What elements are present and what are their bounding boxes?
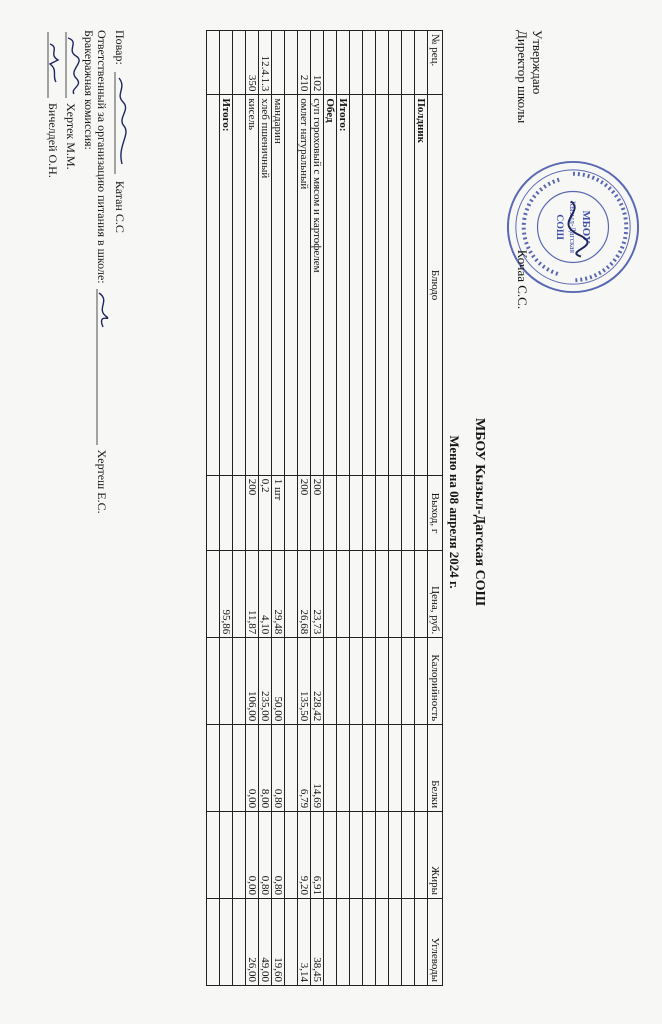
cell-rec [272, 31, 285, 95]
stamp-text-2: Кызыл-Дагская [568, 201, 578, 253]
col-dish: Блюдо [428, 95, 443, 475]
cell-kcal: 106,00 [246, 638, 259, 725]
approval-line-1: Утверждаю [530, 30, 545, 95]
cell-carb [337, 899, 350, 986]
cell-protein [233, 725, 246, 812]
cell-carb: 3,14 [298, 899, 311, 986]
cell-rec [415, 31, 428, 95]
cell-yield [415, 475, 428, 551]
cell-kcal: 228,42 [311, 638, 324, 725]
cell-protein [376, 725, 389, 812]
table-row [220, 31, 233, 986]
cell-rec: 12.4.1.3 [259, 31, 272, 95]
cell-fat: 9,20 [298, 812, 311, 899]
member1-signature [64, 30, 80, 100]
col-price: Цена, руб. [428, 551, 443, 638]
commission-member-1-line [63, 30, 80, 170]
stamp-text-3: СОШ [554, 214, 566, 240]
cell-dish [402, 95, 415, 475]
cell-rec [220, 31, 233, 95]
cell-yield [285, 475, 298, 551]
table-row [415, 31, 428, 986]
commission-member-2-line [45, 30, 62, 178]
cell-dish: Итого: [337, 95, 350, 475]
table-row [246, 31, 259, 986]
cell-price: 29,48 [272, 551, 285, 638]
cell-dish [350, 95, 363, 475]
cell-carb: 38,45 [311, 899, 324, 986]
cell-price [285, 551, 298, 638]
cell-fat [350, 812, 363, 899]
table-row [259, 31, 272, 986]
cell-fat [207, 812, 220, 899]
cell-rec [337, 31, 350, 95]
cell-yield [363, 475, 376, 551]
cell-fat: 6,91 [311, 812, 324, 899]
cell-yield [376, 475, 389, 551]
cell-fat [415, 812, 428, 899]
member1-name: Хертек М.М. [64, 103, 78, 170]
responsible-line [94, 30, 111, 514]
col-rec-number: № рец. [428, 31, 443, 95]
cell-rec [324, 31, 337, 95]
table-row [233, 31, 246, 986]
cell-fat: 0,80 [272, 812, 285, 899]
cell-price: 95,86 [220, 551, 233, 638]
school-name: МБОУ Кызыл-Дагская СОШ [472, 418, 487, 606]
cell-dish [389, 95, 402, 475]
cell-rec: 102 [311, 31, 324, 95]
cell-price [207, 551, 220, 638]
table-row [376, 31, 389, 986]
cell-protein [285, 725, 298, 812]
cell-protein: 14,69 [311, 725, 324, 812]
cell-fat [233, 812, 246, 899]
cell-kcal [207, 638, 220, 725]
cell-protein: 0,00 [246, 725, 259, 812]
cell-carb [285, 899, 298, 986]
approval-block [515, 30, 545, 309]
table-row [285, 31, 298, 986]
cell-rec: 210 [298, 31, 311, 95]
cell-fat: 0,80 [259, 812, 272, 899]
cell-yield [389, 475, 402, 551]
cell-fat [363, 812, 376, 899]
cell-yield [324, 475, 337, 551]
cell-carb: 19,60 [272, 899, 285, 986]
cell-kcal [402, 638, 415, 725]
cell-price: 26,68 [298, 551, 311, 638]
cell-kcal [415, 638, 428, 725]
cell-price [324, 551, 337, 638]
col-fat: Жиры [428, 812, 443, 899]
cell-yield: 200 [311, 475, 324, 551]
cell-protein [350, 725, 363, 812]
cook-name: Катан С.С [113, 180, 127, 233]
director-title: Директор школы [515, 30, 530, 124]
cell-carb: 49,00 [259, 899, 272, 986]
cell-rec [389, 31, 402, 95]
cell-rec [350, 31, 363, 95]
cell-carb [376, 899, 389, 986]
cell-fat [324, 812, 337, 899]
cell-protein [324, 725, 337, 812]
cell-dish: Полдник [415, 95, 428, 475]
cell-dish: кисель [246, 95, 259, 475]
cell-kcal [233, 638, 246, 725]
cell-dish: Обед [324, 95, 337, 475]
cell-kcal [337, 638, 350, 725]
cell-fat [376, 812, 389, 899]
cell-yield [233, 475, 246, 551]
cell-price [376, 551, 389, 638]
director-name: Кочаа С.С. [515, 249, 530, 310]
cell-kcal [324, 638, 337, 725]
cell-price: 11,87 [246, 551, 259, 638]
cell-carb [324, 899, 337, 986]
stamp-text-1: МБОУ [579, 210, 592, 244]
cell-dish [233, 95, 246, 475]
cook-line [112, 30, 129, 233]
cell-protein: 0,80 [272, 725, 285, 812]
col-protein: Белки [428, 725, 443, 812]
cell-protein [220, 725, 233, 812]
menu-table [206, 30, 443, 986]
cell-yield [350, 475, 363, 551]
table-row [402, 31, 415, 986]
cell-price [363, 551, 376, 638]
responsible-name: Хертеш Е.С. [95, 449, 109, 514]
cell-dish [376, 95, 389, 475]
member2-signature [46, 30, 62, 100]
table-row [324, 31, 337, 986]
cell-price: 23,73 [311, 551, 324, 638]
cell-fat [402, 812, 415, 899]
cell-carb [415, 899, 428, 986]
cell-carb [207, 899, 220, 986]
cell-kcal [389, 638, 402, 725]
cell-rec: 350 [246, 31, 259, 95]
cell-carb [233, 899, 246, 986]
cell-dish: суп гороховый с мясом и картофелем [311, 95, 324, 475]
cell-dish: Итого: [220, 95, 233, 475]
col-carb: Углеводы [428, 899, 443, 986]
cell-rec [376, 31, 389, 95]
table-row [337, 31, 350, 986]
cell-rec [233, 31, 246, 95]
cell-carb: 26,00 [246, 899, 259, 986]
cell-protein [389, 725, 402, 812]
cell-yield: 0,2 [259, 475, 272, 551]
cell-carb [363, 899, 376, 986]
table-header-row [428, 31, 443, 986]
responsible-signature [95, 287, 111, 447]
cell-fat [285, 812, 298, 899]
cell-kcal [285, 638, 298, 725]
cell-fat [337, 812, 350, 899]
cook-label: Повар: [113, 30, 127, 65]
cell-yield: 200 [298, 475, 311, 551]
cell-yield: 200 [246, 475, 259, 551]
cell-dish: хлеб пшеничный [259, 95, 272, 475]
cell-protein: 8,00 [259, 725, 272, 812]
cell-fat [220, 812, 233, 899]
cell-kcal [350, 638, 363, 725]
cell-price [402, 551, 415, 638]
table-row [311, 31, 324, 986]
cell-carb [389, 899, 402, 986]
menu-date: Меню на 08 апреля 2024 г. [447, 435, 462, 589]
approval-line-2 [515, 30, 530, 309]
cell-rec [402, 31, 415, 95]
cell-protein [337, 725, 350, 812]
cell-dish [207, 95, 220, 475]
cell-yield [220, 475, 233, 551]
col-yield: Выход, г [428, 475, 443, 551]
commission-label: Бракеражная комиссия: [82, 30, 96, 150]
cell-kcal: 235,00 [259, 638, 272, 725]
cell-fat [389, 812, 402, 899]
cook-signature [113, 68, 129, 178]
table-row [389, 31, 402, 986]
table-row [298, 31, 311, 986]
cell-yield [402, 475, 415, 551]
cell-dish: мандарин [272, 95, 285, 475]
col-kcal: Калорийность [428, 638, 443, 725]
cell-yield [337, 475, 350, 551]
cell-price [337, 551, 350, 638]
cell-yield: 1 шт [272, 475, 285, 551]
cell-protein [402, 725, 415, 812]
cell-rec [285, 31, 298, 95]
cell-fat: 0,00 [246, 812, 259, 899]
cell-yield [207, 475, 220, 551]
cell-protein [363, 725, 376, 812]
cell-dish [363, 95, 376, 475]
cell-rec [207, 31, 220, 95]
cell-rec [363, 31, 376, 95]
responsible-label: Ответственный за организацию питания в школе: [95, 30, 109, 284]
cell-price [350, 551, 363, 638]
cell-kcal: 50,00 [272, 638, 285, 725]
table-row [350, 31, 363, 986]
cell-dish: омлет натуральный [298, 95, 311, 475]
table-row [207, 31, 220, 986]
cell-kcal [363, 638, 376, 725]
table-row [272, 31, 285, 986]
cell-price [233, 551, 246, 638]
cell-price [389, 551, 402, 638]
cell-carb [402, 899, 415, 986]
cell-protein [415, 725, 428, 812]
cell-kcal: 135,50 [298, 638, 311, 725]
table-row [363, 31, 376, 986]
cell-dish [285, 95, 298, 475]
cell-protein: 6,79 [298, 725, 311, 812]
cell-kcal [220, 638, 233, 725]
cell-kcal [376, 638, 389, 725]
cell-protein [207, 725, 220, 812]
menu-table-body [207, 31, 428, 986]
member2-name: Бичелдей О.Н. [46, 103, 60, 178]
cell-carb [350, 899, 363, 986]
cell-price [415, 551, 428, 638]
cell-carb [220, 899, 233, 986]
cell-price: 4,10 [259, 551, 272, 638]
